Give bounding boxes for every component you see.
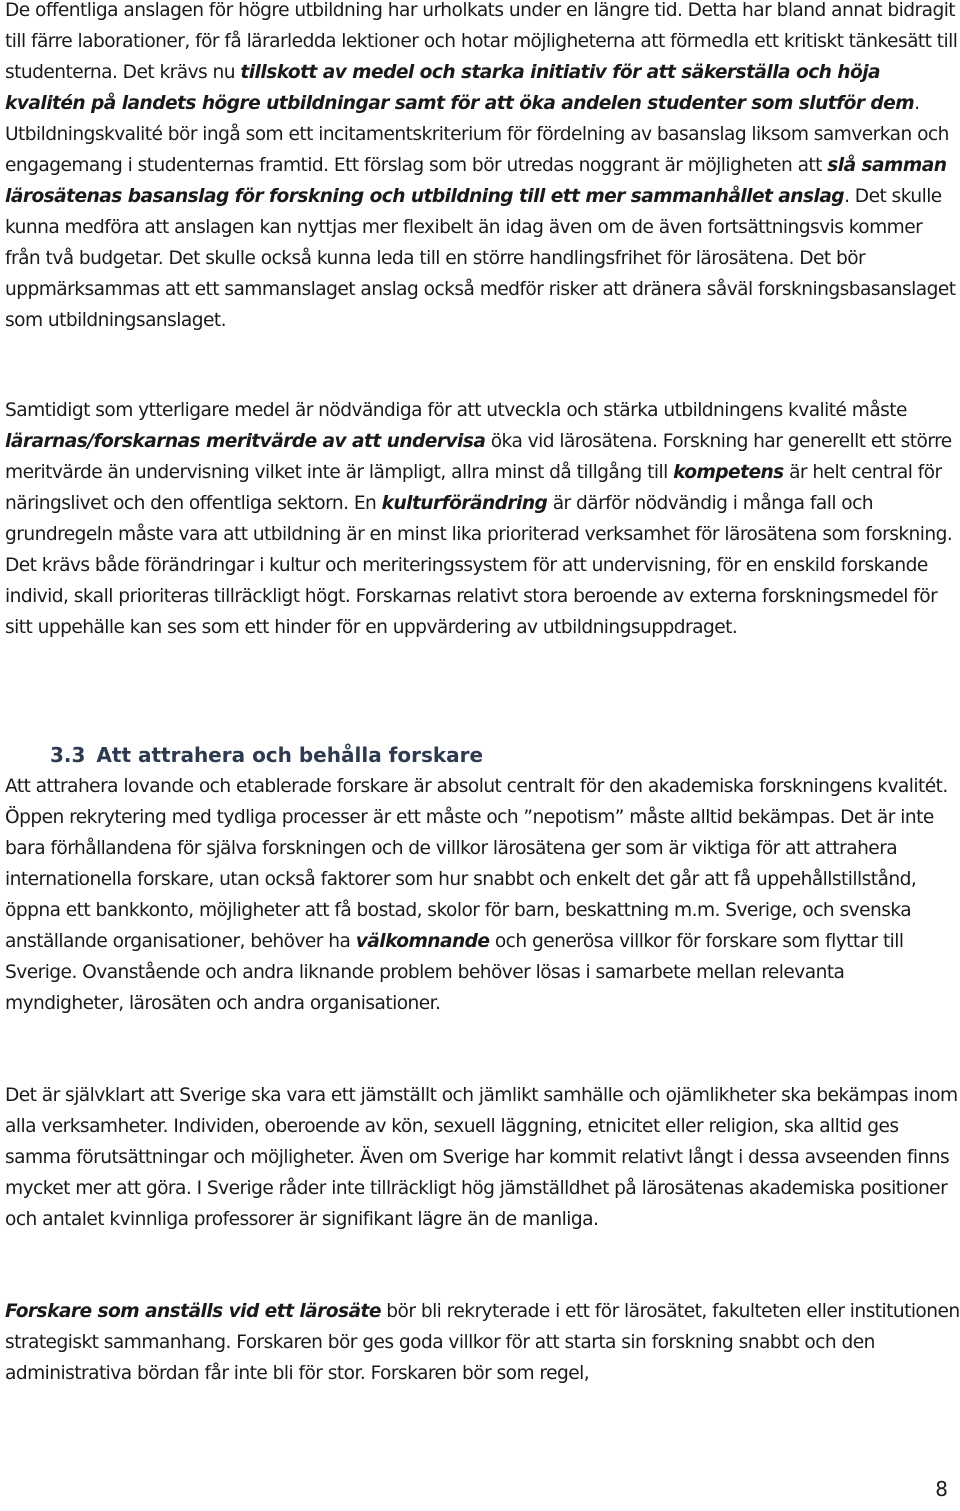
body-text: . Det skulle kunna medföra att anslagen kan nyttjas mer flexibelt än idag även om de även fortsättningsvis kommer från två budgetar. Det skulle också kunna leda till en större handlingsfrihet för lärosätena. Det bör uppmärksammas att ett sammanslaget anslag också medför risker att dränera såväl forskningsbasanslaget som utbildningsanslaget. [5,186,956,332]
paragraph-funding [5,0,960,337]
paragraph-teaching-merit [5,395,960,643]
emphasis-text: välkomnande [355,931,490,953]
body-text: Att attrahera lovande och etablerade forskare är absolut centralt för den akademiska forskningens kvalitét. Öppen rekrytering med tydliga processer är ett måste och ”nepotism” måste alltid bekämpas. Det är inte bara förhållandena för själva forskningen och de villkor lärosätena ger som är viktiga för att attrahera internationella forskare, utan också faktorer som hur snabbt och enkelt det går att få uppehållstillstånd, öppna ett bankkonto, möjligheter att få bostad, skolor för barn, beskattning m.m. Sverige, och svenska anställande organisationer, behöver ha [5,776,948,953]
paragraph-hired-researchers [5,1296,960,1389]
emphasis-text: slå samman lärosätenas basanslag för forskning och utbildning till ett mer sammanhållet anslag [5,155,947,208]
body-text: öka vid lärosätena. Forskning har generellt ett större meritvärde än undervisning vilket inte är lämpligt, allra minst då tillgång till [5,431,952,484]
body-text: . Utbildningskvalité bör ingå som ett incitamentskriterium för fördelning av basanslag liksom samverkan och engagemang i studenternas framtid. Ett förslag som bör utredas noggrant är möjligheten att [5,93,949,177]
emphasis-text: lärarnas/forskarnas meritvärde av att undervisa [5,431,486,453]
emphasis-text: Forskare som anställs vid ett lärosäte [5,1301,381,1322]
body-text: och generösa villkor för forskare som flyttar till Sverige. Ovanstående och andra liknande problem behöver lösas i samarbete mellan relevanta myndigheter, lärosäten och andra organisationer. [5,931,904,1015]
section-title: Att attrahera och behålla forskare [96,743,484,767]
page-number: 8 [935,1477,948,1501]
body-text: är helt central för näringslivet och den offentliga sektorn. En [5,462,942,515]
body-text: Samtidigt som ytterligare medel är nödvändiga för att utveckla och stärka utbildningens kvalité måste [5,400,907,421]
body-text: Det är självklart att Sverige ska vara ett jämställt och jämlikt samhälle och ojämlikheter ska bekämpas inom alla verksamheter. Individen, oberoende av kön, sexuell läggning, etnicitet eller religion, ska alltid ges samma förutsättningar och möjligheter. Även om Sverige har kommit relativt långt i dessa avseenden finns mycket mer att göra. I Sverige råder inte tillräckligt hög jämställdhet på lärosätenas akademiska positioner och antalet kvinnliga professorer är signifikant lägre än de manliga. [5,1085,958,1231]
body-text: bör bli rekryterade i ett för lärosätet, fakulteten eller institutionen strategiskt sammanhang. Forskaren bör ges goda villkor för att starta sin forskning snabbt och den administrativa bördan får inte bli för stor. Forskaren bör som regel, [5,1301,960,1385]
emphasis-text: tillskott av medel och starka initiativ för att säkerställa och höja kvalitén på landets högre utbildningar samt för att öka andelen studenter som slutför dem [5,62,915,115]
section-number: 3.3 [50,743,86,767]
paragraph-attract-researchers [5,771,960,1019]
emphasis-text: kulturförändring [381,493,548,515]
emphasis-text: kompetens [673,462,784,484]
paragraph-equality [5,1080,960,1235]
body-text: är därför nödvändig i många fall och grundregeln måste vara att utbildning är en minst lika prioriterad verksamhet för lärosätena som forskning. Det krävs både förändringar i kultur och meriteringssystem för att undervisning, för en enskild forskande individ, skall prioriteras tillräckligt högt. Forskarnas relativt stora beroende av externa forskningsmedel för sitt uppehälle kan ses som ett hinder för en uppvärdering av utbildningsuppdraget. [5,493,953,639]
body-text: De offentliga anslagen för högre utbildning har urholkats under en längre tid. Detta har bland annat bidragit till färre laborationer, för få lärarledda lektioner och hotar möjligheterna att förmedla ett kritiskt tänkesätt till studenterna. Det krävs nu [5,0,958,84]
section-heading [50,740,483,770]
